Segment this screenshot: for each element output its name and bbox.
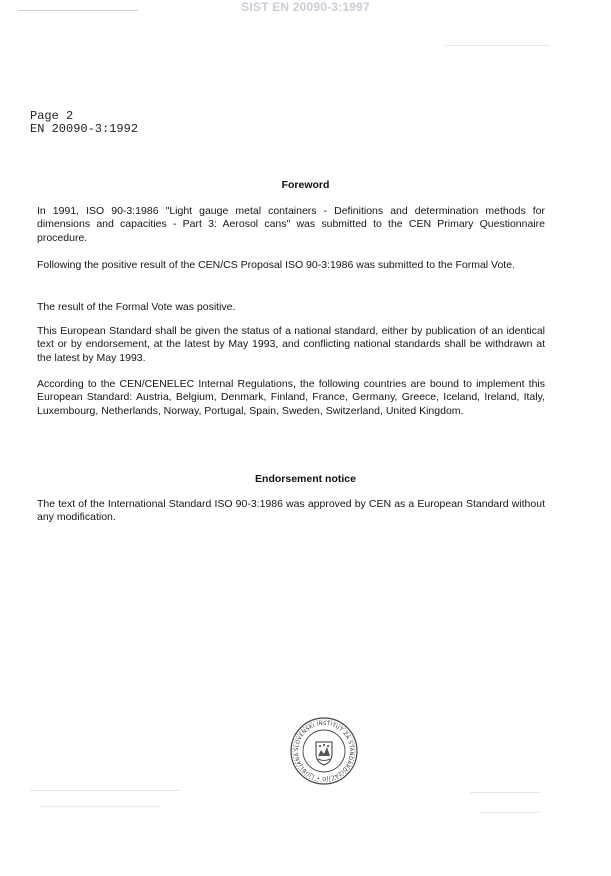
scan-artifact: [445, 45, 550, 46]
foreword-paragraph: According to the CEN/CENELEC Internal Regulations, the following countries are bound to implement this European Standard: Austria, Belgium, Denmark, Finland, France, Germany, Greece, Iceland, Ireland, Italy, Luxembourg, Netherlands, Norway, Portugal, Spain, Sweden, Switzerland, United Kingdom.: [37, 378, 545, 417]
foreword-paragraph: Following the positive result of the CEN/CS Proposal ISO 90-3:1986 was submitted to the Formal Vote.: [37, 259, 515, 271]
page-header: [30, 110, 138, 136]
watermark: SIST EN 20090-3:1997: [241, 0, 370, 14]
scan-artifact: [40, 806, 160, 807]
institute-seal-icon: [289, 716, 359, 786]
endorsement-heading: Endorsement notice: [255, 473, 356, 485]
foreword-heading: Foreword: [281, 179, 330, 191]
endorsement-paragraph: The text of the International Standard ISO 90-3:1986 was approved by CEN as a European Standard without any modification.: [37, 498, 545, 524]
foreword-paragraph: The result of the Formal Vote was positive.: [37, 301, 236, 313]
scan-artifact: [480, 812, 540, 813]
foreword-paragraph: In 1991, ISO 90-3:1986 "Light gauge metal containers - Definitions and determination methods for dimensions and capacities - Part 3: Aerosol cans" was submitted to the CEN Primary Questionnaire procedure.: [37, 205, 545, 244]
foreword-paragraph: This European Standard shall be given the status of a national standard, either by publication of an identical text or by endorsement, at the latest by May 1993, and conflicting national standards shall be withdrawn at the latest by May 1993.: [37, 325, 545, 364]
scan-artifact: [18, 10, 138, 11]
document-reference: EN 20090-3:1992: [30, 122, 139, 136]
scan-artifact: [30, 790, 180, 791]
page-number: Page 2: [30, 109, 74, 123]
scan-artifact: [470, 792, 540, 793]
svg-text:SLOVENSKI INSTITUT ZA STANDARD: SLOVENSKI INSTITUT ZA STANDARDIZACIJO • LJUBLJANA: [293, 720, 355, 782]
